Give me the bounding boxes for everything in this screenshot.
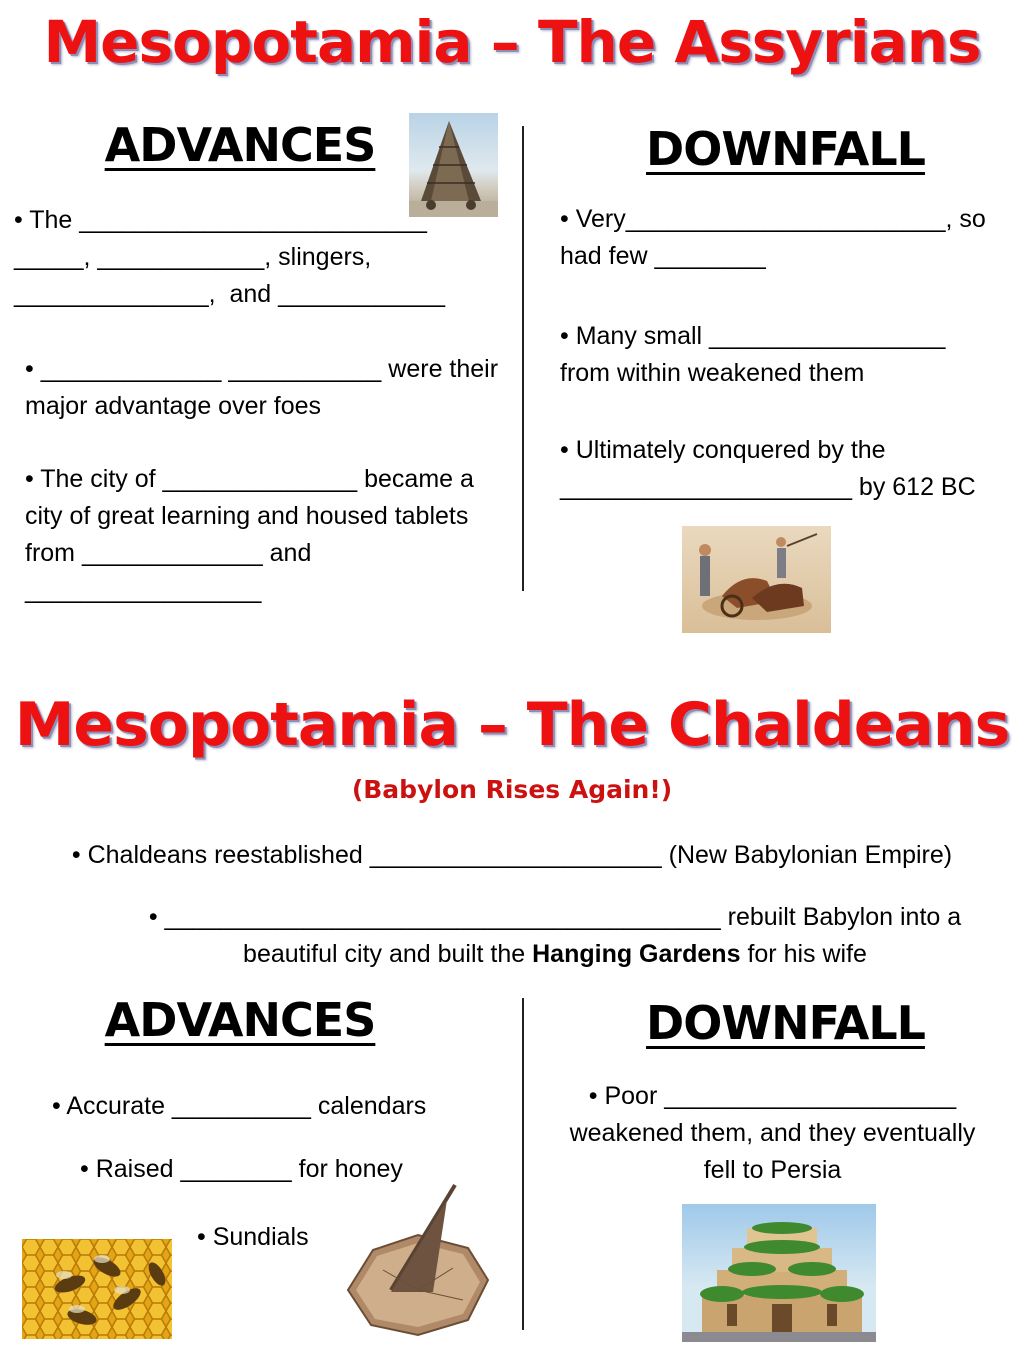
chaldeans-downfall-heading: DOWNFALL [646, 996, 925, 1050]
chaldeans-intro-2 [140, 899, 970, 973]
honeybees-image [22, 1239, 172, 1339]
chaldeans-advance-3: • Sundials [197, 1223, 309, 1251]
chaldeans-subtitle: (Babylon Rises Again!) [351, 775, 673, 804]
assyrians-advances-heading: ADVANCES [104, 118, 376, 172]
chariot-battle-image [682, 526, 831, 633]
hanging-gardens-term: Hanging Gardens [532, 940, 741, 968]
assyrians-advance-1: • The _________________________ _____, ____________, slingers, ______________, and ____________ [14, 206, 445, 308]
chaldeans-advance-2: • Raised ________ for honey [80, 1155, 403, 1183]
assyrians-divider [522, 126, 524, 591]
assyrians-advance-3: • The city of ______________ became a city of great learning and housed tablets from _____________ and _________________ [25, 465, 481, 604]
assyrians-downfall-2: • Many small _________________ from within weakened them [560, 322, 953, 387]
assyrians-title: Mesopotamia – The Assyrians [43, 8, 981, 76]
chaldeans-intro-1: • Chaldeans reestablished _____________________ (New Babylonian Empire) [71, 841, 953, 869]
chaldeans-advances-heading: ADVANCES [104, 993, 376, 1047]
chaldeans-downfall-1: • Poor _____________________ weakened them, and they eventually fell to Persia [569, 1082, 983, 1184]
assyrians-advance-2: • _____________ ___________ were their major advantage over foes [25, 355, 505, 420]
assyrians-downfall-1: • Very_______________________, so had few ________ [560, 205, 993, 270]
chaldeans-divider [522, 998, 524, 1330]
sundial-image [343, 1180, 493, 1340]
chaldeans-title: Mesopotamia – The Chaldeans [14, 690, 1010, 760]
assyrians-downfall-3: • Ultimately conquered by the _____________________ by 612 BC [560, 436, 976, 501]
intro-2-text-end: for his wife [740, 940, 867, 968]
intro-2-text: • ________________________________________ rebuilt Babylon into a beautiful city and built the [148, 903, 969, 968]
assyrians-downfall-heading: DOWNFALL [646, 122, 925, 176]
chaldeans-advance-1: • Accurate __________ calendars [52, 1092, 427, 1120]
hanging-gardens-image [682, 1204, 876, 1342]
